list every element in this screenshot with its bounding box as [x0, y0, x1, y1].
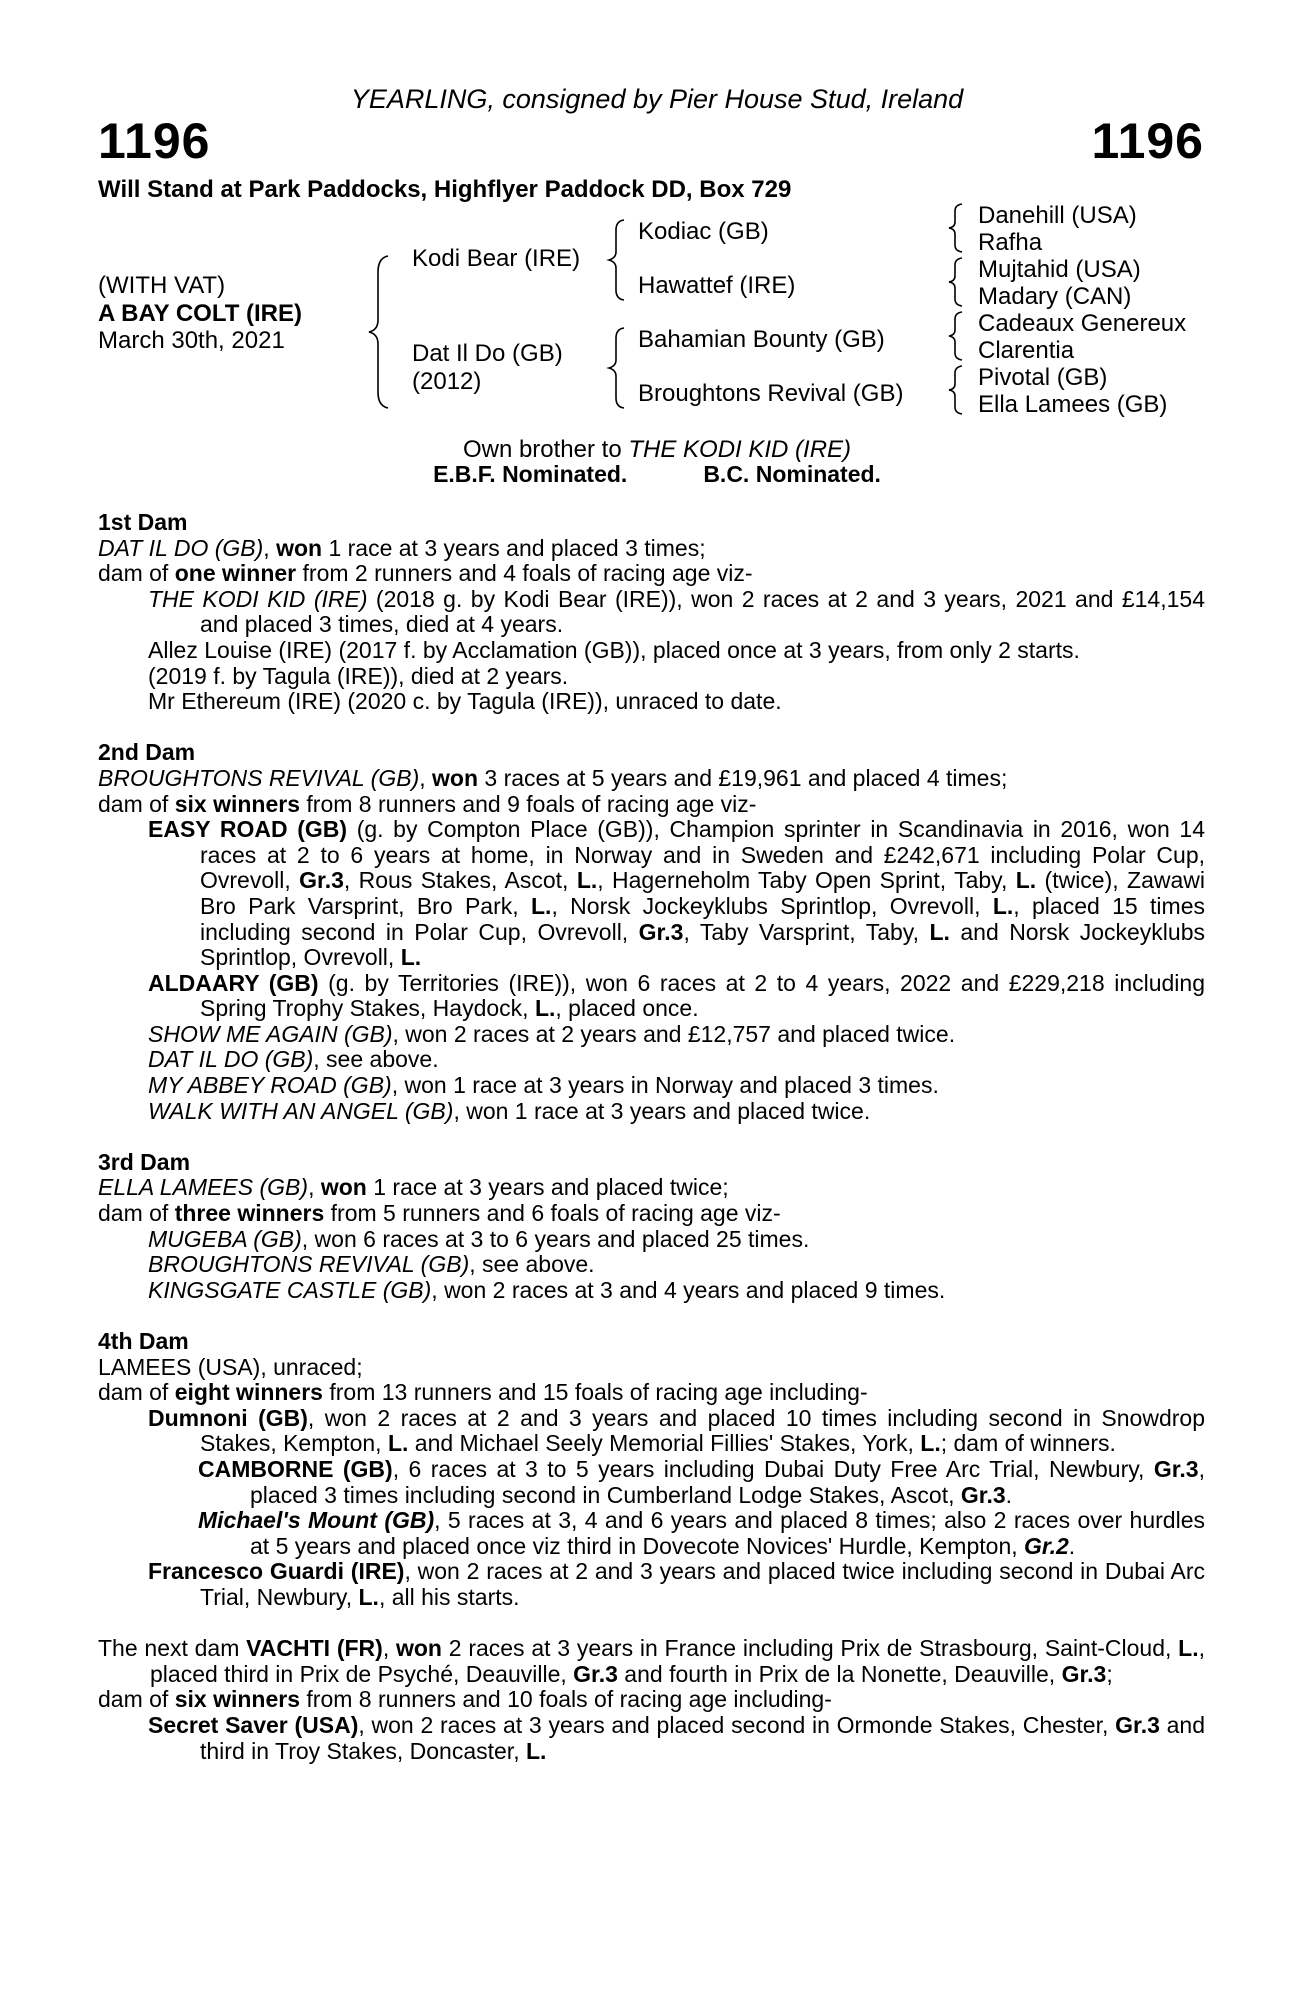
first-dam-heading: 1st Dam — [98, 509, 188, 535]
list-item: SHOW ME AGAIN (GB), won 2 races at 2 years and £12,757 and placed twice. — [148, 1020, 956, 1047]
dam: Dat Il Do (GB) — [412, 340, 563, 367]
pedigree-brace-g4 — [946, 364, 966, 416]
first-dam-line: DAT IL DO (GB), won 1 race at 3 years and placed 3 times; — [98, 534, 706, 561]
own-brother-note — [0, 436, 1314, 464]
third-dam-heading: 3rd Dam — [98, 1148, 191, 1175]
horse-dob: March 30th, 2021 — [98, 327, 285, 354]
nominations — [0, 461, 1314, 488]
ancestor-4: Madary (CAN) — [978, 283, 1132, 310]
pedigree-brace-g1 — [946, 202, 966, 254]
list-item: Allez Louise (IRE) (2017 f. by Acclamation (GB)), placed once at 3 years, from only 2 starts. — [148, 636, 1080, 663]
pedigree-brace-main — [366, 254, 392, 410]
ancestor-1: Danehill (USA) — [978, 202, 1137, 229]
sire: Kodi Bear (IRE) — [412, 245, 581, 272]
lot-number-right: 1196 — [1091, 113, 1204, 169]
list-item: EASY ROAD (GB) (g. by Compton Place (GB)), Champion sprinter in Scandinavia in 2016, won 14 races at 2 to 6 years at home, in Norway and in Sweden and £242,671 including Polar Cup, Ovrevoll, Gr.3, Rous Stakes, Ascot, L., Hagerneholm Taby Open Sprint, Taby, L. (twice), Zawawi Bro Park Varsprint, Bro Park, L., Norsk Jockeyklubs Sprintlop, Ovrevoll, L., placed 15 times including second in Polar Cup, Ovrevoll, Gr.3, Taby Varsprint, Taby, L. and Norsk Jockeyklubs Sprintlop, Ovrevoll, L. — [148, 816, 1205, 971]
fourth-dam-heading: 4th Dam — [98, 1328, 189, 1354]
third-dam-produce-summary: dam of three winners from 5 runners and 6 foals of racing age viz- — [98, 1200, 781, 1227]
pedigree-brace-g3 — [946, 310, 966, 362]
list-item: Dumnoni (GB), won 2 races at 2 and 3 years and placed 10 times including second in Snowdrop Stakes, Kempton, L. and Michael Seely Memorial Fillies' Stakes, York, L.; dam of winners. — [148, 1404, 1205, 1457]
ancestor-6: Clarentia — [978, 337, 1075, 364]
second-dam-produce-summary: dam of six winners from 8 runners and 9 foals of racing age viz- — [98, 790, 757, 817]
horse-name: A BAY COLT (IRE) — [98, 300, 303, 327]
ancestor-8: Ella Lamees (GB) — [978, 391, 1168, 418]
ancestor-5: Cadeaux Genereux — [978, 310, 1187, 337]
produce-record — [98, 510, 1205, 1764]
own-brother-prefix: Own brother to — [462, 436, 629, 463]
dam-sire: Bahamian Bounty (GB) — [638, 326, 885, 353]
list-item: Secret Saver (USA), won 2 races at 3 years and placed second in Ormonde Stakes, Chester, Gr.3 and third in Troy Stakes, Doncaster, L. — [148, 1711, 1206, 1764]
dam-dam: Broughtons Revival (GB) — [638, 380, 904, 407]
sire-sire: Kodiac (GB) — [638, 218, 769, 245]
stabling-line: Will Stand at Park Paddocks, Highflyer Paddock DD, Box 729 — [98, 176, 792, 203]
next-dam-line: The next dam VACHTI (FR), won 2 races at 3 years in France including Prix de Strasbourg, Saint-Cloud, L., placed third in Prix de Psyché, Deauville, Gr.3 and fourth in Prix de la Nonette, Deauville, Gr.3; — [98, 1635, 1205, 1687]
list-item: WALK WITH AN ANGEL (GB), won 1 race at 3 years and placed twice. — [148, 1097, 871, 1124]
sire-dam: Hawattef (IRE) — [638, 272, 796, 299]
list-item: MY ABBEY ROAD (GB), won 1 race at 3 years in Norway and placed 3 times. — [148, 1072, 939, 1099]
fourth-dam-produce-summary: dam of eight winners from 13 runners and 15 foals of racing age including- — [98, 1379, 868, 1406]
first-dam-produce-summary: dam of one winner from 2 runners and 4 foals of racing age viz- — [98, 560, 753, 587]
list-item: (2019 f. by Tagula (IRE)), died at 2 years. — [148, 662, 569, 689]
list-item: Michael's Mount (GB), 5 races at 3, 4 and 6 years and placed 8 times; also 2 races over hurdles at 5 years and placed once viz third in Dovecote Novices' Hurdle, Kempton, Gr.2. — [198, 1507, 1205, 1559]
ancestor-3: Mujtahid (USA) — [978, 256, 1141, 283]
list-item: DAT IL DO (GB), see above. — [148, 1046, 439, 1073]
lot-number-left: 1196 — [98, 113, 211, 169]
bc-nomination: B.C. Nominated. — [703, 461, 881, 487]
ancestor-2: Rafha — [978, 229, 1043, 256]
next-dam-produce-summary: dam of six winners from 8 runners and 10 foals of racing age including- — [98, 1686, 832, 1713]
third-dam-line: ELLA LAMEES (GB), won 1 race at 3 years and placed twice; — [98, 1174, 729, 1201]
list-item: CAMBORNE (GB), 6 races at 3 to 5 years including Dubai Duty Free Arc Trial, Newbury, Gr.3, placed 3 times including second in Cumberland Lodge Stakes, Ascot, Gr.3. — [198, 1455, 1205, 1508]
list-item: THE KODI KID (IRE) (2018 g. by Kodi Bear (IRE)), won 2 races at 2 and 3 years, 2021 and £14,154 and placed 3 times, died at 4 years. — [148, 585, 1205, 638]
second-dam-heading: 2nd Dam — [98, 739, 196, 766]
dam-year: (2012) — [412, 368, 482, 395]
list-item: KINGSGATE CASTLE (GB), won 2 races at 3 and 4 years and placed 9 times. — [148, 1276, 946, 1303]
vat-note: (WITH VAT) — [98, 272, 226, 299]
consignor-line: YEARLING, consigned by Pier House Stud, Ireland — [350, 84, 964, 114]
pedigree-brace-sire — [606, 218, 628, 302]
ancestor-7: Pivotal (GB) — [978, 364, 1108, 391]
fourth-dam-line: LAMEES (USA), unraced; — [98, 1353, 363, 1380]
list-item: MUGEBA (GB), won 6 races at 3 to 6 years and placed 25 times. — [148, 1225, 810, 1252]
list-item: Francesco Guardi (IRE), won 2 races at 2 and 3 years and placed twice including second in Dubai Arc Trial, Newbury, L., all his starts. — [148, 1558, 1205, 1610]
ebf-nomination: E.B.F. Nominated. — [433, 461, 628, 487]
pedigree-brace-dam — [606, 326, 628, 410]
list-item: Mr Ethereum (IRE) (2020 c. by Tagula (IRE)), unraced to date. — [148, 688, 782, 715]
list-item: ALDAARY (GB) (g. by Territories (IRE)), won 6 races at 2 to 4 years, 2022 and £229,218 including Spring Trophy Stakes, Haydock, L., placed once. — [148, 969, 1205, 1022]
pedigree-brace-g2 — [946, 256, 966, 308]
second-dam-line: BROUGHTONS REVIVAL (GB), won 3 races at 5 years and £19,961 and placed 4 times; — [98, 764, 1008, 791]
list-item: BROUGHTONS REVIVAL (GB), see above. — [148, 1251, 595, 1278]
own-brother-name: THE KODI KID (IRE) — [628, 436, 852, 463]
